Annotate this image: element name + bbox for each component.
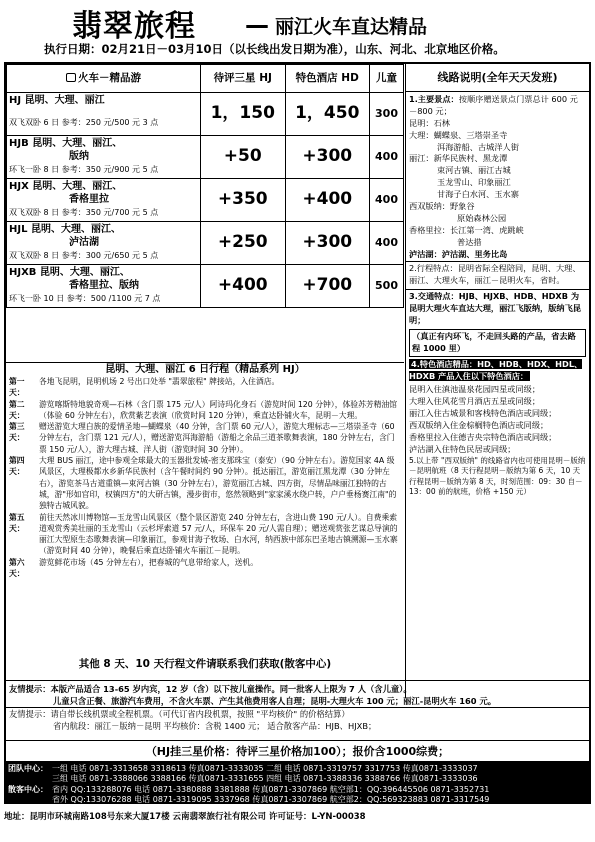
contact-row: 散客中心： 省内 QQ:133288076 电话 0871-3380888 3381888 传真0871-3307869 航空部1：QQ:396445506 0871-3352731 (8, 784, 490, 794)
header-kid: 儿童 (370, 65, 404, 93)
itinerary-day: 第一天： 各地飞昆明，昆明机场 2 号出口处举 "翡翠旅程" 牌接站，入住酒店。 (9, 377, 280, 398)
price-table-header (7, 65, 404, 93)
hotel-banna: 西双版纳入住金棕榈特色酒店或同级； (409, 420, 549, 431)
itinerary-day: 第四天： 大理 BUS 丽江，途中参观全球最大的玉器批发城-密支那珠宝（泰安）（90 分钟左右）。游览国家 4A 级风景区，大理极都水乡新华民族村（含午餐时间约 90 分钟）。抵达丽江，游览丽江黑龙潭（30 分钟左右），游览茶马古道重镇—束河古镇（30 分钟左右），游览丽江古城、四方街，尽情品味丽江独特的古城，游"形如官印，权镇四方"的大研古镇，漫步街市，悠然领略到"家家溪水绕户转，户户垂杨赛江南"的独特古城风貌。 (9, 456, 397, 511)
price-kid: 500 (370, 265, 404, 308)
attr-dali-1: 大理：蝴蝶泉、三塔崇圣寺 (409, 129, 508, 140)
header (0, 0, 595, 60)
route-code-2: 泸沽湖 (69, 236, 99, 248)
tip-line-2: 儿童只含正餐、旅游汽车费用，不含火车票、产生其他费用客人自理；昆明-大理火车 100 元；丽江-昆明火车 160 元。 (53, 696, 497, 707)
route-code-2: 版纳 (69, 150, 89, 162)
attr-lijiang-4: 甘海子白水河、玉水寨 (437, 189, 519, 200)
notes-transport-box: （真正有内环飞，不走回头路的产品，省去路程 1000 里） (409, 329, 586, 357)
route-notes-content (406, 92, 589, 500)
attr-lijiang-3: 玉龙雪山、印象丽江 (437, 177, 511, 188)
hotel-dali: 大理入住风花雪月酒店五星或同级； (409, 396, 541, 407)
notes-hotels: 4.特色酒店精品：HD、HDB、HDX、HDL、HDXB 产品入住以下特色酒店： (409, 358, 583, 381)
route-code: HJ 昆明、大理、丽江 (9, 95, 105, 106)
route-code: HJL 昆明、大理、丽江、 (9, 224, 121, 235)
itinerary-day: 第五天： 前往天然冰川博物馆—玉龙雪山风景区（整个景区游览 240 分钟左右，含进山费 190 元/人）。自费乘索道观赏秀美壮丽的玉龙雪山（云杉坪索道 57 元/人，环保车 20 元/人需自理）；赠送观赏张艺谋总导演的丽江大型原生态歌舞表演—印象丽江，参观甘海子牧场、白水河，纳西族中部东巴圣地古镇溯源—玉水寨（游览时间 40 分钟），晚餐后乘直达卧铺火车丽江－昆明。 (9, 512, 398, 556)
notes-features: 2.行程特点：昆明省际全程陪同，昆明、大理、丽江、大理火车，丽江－昆明火车，省时。 (406, 261, 589, 288)
hotel-lijiang: 丽江入住古城景和客栈特色酒店或同级； (409, 408, 557, 419)
route-sub: 环飞一卧 10 日 参考：500 /1100 元 7 点 (9, 294, 161, 303)
itinerary-day: 第二天： 游览喀斯特地貌奇观—石林（含门票 175 元/人）阿诗玛化身石（游览时间 120 分钟），体验苏芳精油馆（体验 60 分钟左右），欣赏紫艺表演（欣赏时间 120 分钟），乘直达卧铺火车，昆明－大理。 (9, 399, 398, 420)
attr-xianggelila-2: 普达措 (457, 236, 482, 247)
route-code-2: 香格里拉、版纳 (69, 279, 139, 291)
hotel-luguhu: 泸沽湖入住特色民居或同级； (409, 443, 516, 454)
price-kid: 400 (370, 136, 404, 179)
table-row (7, 93, 404, 136)
contact-row: 团队中心： 一组 电话 0871-3313658 3318613 传真0871-3333035 二组 电话 0871-3319757 3317753 传真0871-3333037 (8, 764, 478, 773)
route-code: HJXB 昆明、大理、丽江、 (9, 267, 130, 278)
route-notes-header: 线路说明(全年天天发班) (406, 64, 589, 92)
tip-line-1: 友情提示：本版产品适合 13-65 岁内宾，12 岁（含）以下按儿童操作。同一批客人上限为 7 人（含儿童）。 (9, 684, 412, 694)
price-kid: 400 (370, 222, 404, 265)
attr-banna-1: 西双版纳：野象谷 (409, 201, 475, 212)
route-cell (7, 136, 201, 179)
table-row (7, 179, 404, 222)
table-row (7, 136, 404, 179)
tip-line-3: 友情提示：请自带长线机票或全程机票。（可代订省内段机票，按照 "平均核价" 的价格结算） (6, 707, 589, 720)
price-kid: 400 (370, 179, 404, 222)
page-subtitle: 丽江火车直达精品 (275, 16, 428, 38)
price-kid: 300 (370, 93, 404, 136)
header-hj: 待评三星 HJ (201, 65, 286, 93)
route-code-2: 香格里拉 (69, 193, 109, 205)
itinerary-footer: 其他 8 天、10 天行程文件请联系我们获取(散客中心) (78, 658, 332, 670)
contacts-block (4, 762, 591, 804)
itinerary-day: 第三天： 赠送游览大理白族的爱情圣地—蝴蝶泉（40 分钟，含门票 60 元/人），游览大理标志—三塔崇圣寺（60 分钟左右，含门票 121 元/人），赠送游览洱海游船（游船之余品三道茶歌舞表演，180 分钟左右，含门票 150 元/人），游大理古城、洋人街（游览时间 30 分钟）。 (9, 422, 395, 454)
route-sub: 环飞一卧 8 日 参考：350 元/900 元 5 点 (9, 165, 159, 174)
price-hd: +300 (285, 136, 370, 179)
price-hd: 1，450 (285, 93, 370, 136)
itinerary-title: 昆明、大理、丽江 6 日行程（精品系列 HJ） (105, 364, 305, 375)
contact-row: 三组 电话 0871-3388066 3388166 传真0871-3331655 四组 电话 0871-3388336 3388766 传真0871-3333036 (52, 774, 478, 784)
header-route: 火车－精品游 (7, 65, 201, 93)
route-cell (7, 93, 201, 136)
brand-title: 翡翠旅程 (72, 9, 196, 44)
route-notes-panel (405, 64, 589, 698)
hotel-xianggelila: 香格里拉入住德吉央宗特色酒店或同级； (409, 432, 557, 443)
route-cell (7, 222, 201, 265)
title-dash: — (245, 11, 269, 39)
attr-kunming: 昆明：石林 (409, 117, 450, 128)
company-address: 地址：昆明市环城南路108号东来大厦17楼 云南翡翠旅行社有限公司 许可证号：L-YN-00038 (4, 812, 366, 822)
price-hd: +300 (285, 222, 370, 265)
price-hd: +700 (285, 265, 370, 308)
hotel-kunming: 昆明入住滇池温泉花园四星或同级； (409, 384, 541, 395)
price-hj: 1，150 (201, 93, 286, 136)
price-hj: +50 (201, 136, 286, 179)
attr-xianggelila-1: 香格里拉：长江第一湾、虎跳峡 (409, 224, 524, 235)
attr-lijiang-2: 束河古镇、丽江古城 (437, 165, 511, 176)
attr-banna-2: 原始森林公园 (457, 212, 507, 223)
route-code: HJX 昆明、大理、丽江、 (9, 181, 123, 192)
price-hd: +400 (285, 179, 370, 222)
price-hj: +250 (201, 222, 286, 265)
train-icon (66, 73, 76, 82)
attr-luguhu: 泸沽湖：泸沽湖、里务比岛 (409, 248, 508, 259)
route-cell (7, 265, 201, 308)
tips-section (6, 680, 589, 734)
notes-transport: 3.交通特点：HJB、HJXB、HDB、HDXB 为昆明大理火车直达大理，丽江飞版纳，版纳飞昆明； (406, 289, 589, 328)
notes-banna-flight: 5.以上带 "西双版纳" 的线路省内也可使用昆明－版纳－昆明航班（8 天行程昆明－版纳为第 6 天，10 天行程昆明－版纳为第 8 天，时刻范围：09：30 自－13：00 前的航班，价格 +150 元） (409, 455, 586, 497)
header-hd: 特色酒店 HD (285, 65, 370, 93)
table-row (7, 265, 404, 308)
attr-lijiang-1: 丽江：新华民族村、黑龙潭 (409, 153, 508, 164)
itinerary-day: 第六天： 游览鲜花市场（45 分钟左右），把春城的气息带给家人，送机。 (9, 557, 259, 579)
route-sub: 双飞双卧 8 日 参考：350 元/700 元 5 点 (9, 208, 159, 217)
attr-dali-2: 洱海游船、古城洋人街 (437, 141, 519, 152)
route-sub: 双飞双卧 6 日 参考：250 元/500 元 3 点 (9, 117, 159, 127)
notes-attractions: 1.主要景点：按顺序赠送景点门票总计 600 元－800 元； (409, 94, 578, 116)
table-row (7, 222, 404, 265)
contact-row: 省外 QQ:133076288 电话 0871-3319095 3337968 传真0871-3307869 航空部2：QQ:569323883 0871-3317549 (52, 795, 490, 805)
route-code: HJB 昆明、大理、丽江、 (9, 138, 123, 149)
itinerary-section (6, 362, 404, 658)
price-hj: +350 (201, 179, 286, 222)
execution-dates: 执行日期：02月21日－03月10日（以长线出发日期为准），山东、河北、北京地区价格。 (44, 42, 505, 56)
price-hj: +400 (201, 265, 286, 308)
route-cell (7, 179, 201, 222)
price-table (6, 64, 404, 308)
tip-line-4: 省内航段：丽江－版纳－昆明 平均核价：含税 1400 元； 适合散客产品：HJB、HJXB； (53, 721, 377, 732)
route-sub: 双飞双卧 8 日 参考：300 元/650 元 5 点 (9, 251, 159, 260)
price-note: （HJ挂三星价格：待评三星价格加100）；报价含1000综费； (6, 740, 589, 762)
